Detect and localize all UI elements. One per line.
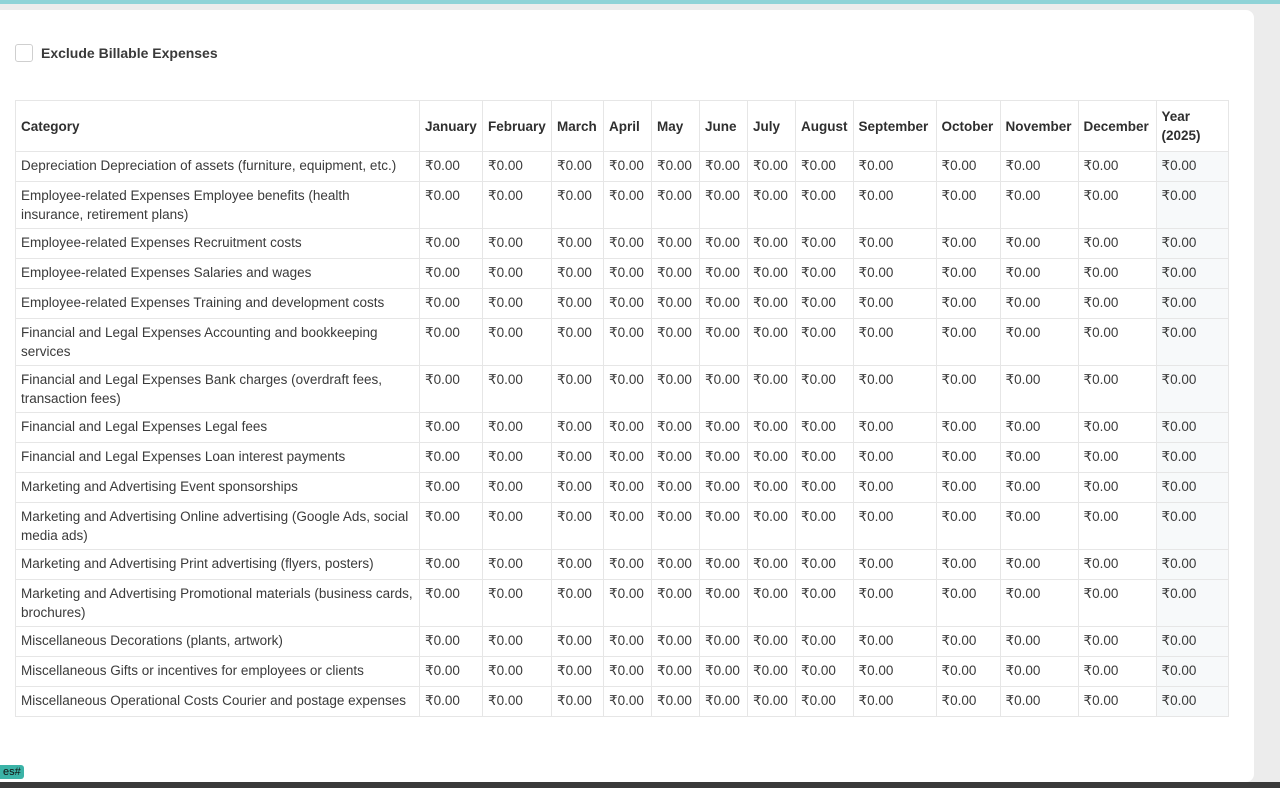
amount-cell: ₹0.00 xyxy=(604,229,652,259)
amount-cell: ₹0.00 xyxy=(552,687,604,717)
amount-cell: ₹0.00 xyxy=(748,289,796,319)
amount-cell: ₹0.00 xyxy=(796,473,854,503)
amount-cell: ₹0.00 xyxy=(604,289,652,319)
amount-cell: ₹0.00 xyxy=(1078,443,1156,473)
side-badge: es# xyxy=(0,765,24,779)
amount-cell: ₹0.00 xyxy=(796,152,854,182)
amount-cell: ₹0.00 xyxy=(1000,627,1078,657)
amount-cell: ₹0.00 xyxy=(552,627,604,657)
amount-cell: ₹0.00 xyxy=(552,229,604,259)
amount-cell: ₹0.00 xyxy=(853,152,936,182)
amount-cell: ₹0.00 xyxy=(853,259,936,289)
amount-cell: ₹0.00 xyxy=(552,289,604,319)
amount-cell: ₹0.00 xyxy=(700,413,748,443)
top-accent-bar xyxy=(0,0,1280,4)
category-cell: Financial and Legal Expenses Legal fees xyxy=(16,413,420,443)
amount-cell: ₹0.00 xyxy=(853,503,936,550)
amount-cell: ₹0.00 xyxy=(604,627,652,657)
amount-cell: ₹0.00 xyxy=(652,229,700,259)
amount-cell: ₹0.00 xyxy=(1078,259,1156,289)
amount-cell: ₹0.00 xyxy=(652,443,700,473)
amount-cell: ₹0.00 xyxy=(420,550,483,580)
amount-cell: ₹0.00 xyxy=(483,657,552,687)
amount-cell: ₹0.00 xyxy=(483,687,552,717)
year-total-cell: ₹0.00 xyxy=(1156,259,1228,289)
amount-cell: ₹0.00 xyxy=(604,657,652,687)
column-header: Year (2025) xyxy=(1156,101,1228,152)
amount-cell: ₹0.00 xyxy=(853,687,936,717)
amount-cell: ₹0.00 xyxy=(700,503,748,550)
amount-cell: ₹0.00 xyxy=(1078,687,1156,717)
amount-cell: ₹0.00 xyxy=(552,259,604,289)
amount-cell: ₹0.00 xyxy=(652,289,700,319)
year-total-cell: ₹0.00 xyxy=(1156,319,1228,366)
amount-cell: ₹0.00 xyxy=(483,182,552,229)
amount-cell: ₹0.00 xyxy=(853,443,936,473)
amount-cell: ₹0.00 xyxy=(796,319,854,366)
amount-cell: ₹0.00 xyxy=(552,443,604,473)
amount-cell: ₹0.00 xyxy=(936,503,1000,550)
amount-cell: ₹0.00 xyxy=(853,657,936,687)
amount-cell: ₹0.00 xyxy=(652,366,700,413)
amount-cell: ₹0.00 xyxy=(420,366,483,413)
year-total-cell: ₹0.00 xyxy=(1156,550,1228,580)
amount-cell: ₹0.00 xyxy=(936,259,1000,289)
category-cell: Marketing and Advertising Print advertising (flyers, posters) xyxy=(16,550,420,580)
amount-cell: ₹0.00 xyxy=(483,580,552,627)
amount-cell: ₹0.00 xyxy=(853,627,936,657)
table-row xyxy=(16,687,1229,717)
amount-cell: ₹0.00 xyxy=(853,550,936,580)
amount-cell: ₹0.00 xyxy=(1078,319,1156,366)
amount-cell: ₹0.00 xyxy=(700,259,748,289)
amount-cell: ₹0.00 xyxy=(853,289,936,319)
amount-cell: ₹0.00 xyxy=(1078,627,1156,657)
amount-cell: ₹0.00 xyxy=(552,580,604,627)
amount-cell: ₹0.00 xyxy=(483,319,552,366)
year-total-cell: ₹0.00 xyxy=(1156,627,1228,657)
column-header: March xyxy=(552,101,604,152)
exclude-billable-label: Exclude Billable Expenses xyxy=(41,45,218,61)
year-total-cell: ₹0.00 xyxy=(1156,366,1228,413)
amount-cell: ₹0.00 xyxy=(652,503,700,550)
amount-cell: ₹0.00 xyxy=(748,152,796,182)
category-cell: Marketing and Advertising Event sponsorships xyxy=(16,473,420,503)
column-header: May xyxy=(652,101,700,152)
category-cell: Financial and Legal Expenses Loan interest payments xyxy=(16,443,420,473)
amount-cell: ₹0.00 xyxy=(1078,657,1156,687)
table-row xyxy=(16,503,1229,550)
category-cell: Depreciation Depreciation of assets (furniture, equipment, etc.) xyxy=(16,152,420,182)
amount-cell: ₹0.00 xyxy=(483,259,552,289)
report-panel xyxy=(0,10,1254,782)
category-cell: Marketing and Advertising Promotional materials (business cards, brochures) xyxy=(16,580,420,627)
amount-cell: ₹0.00 xyxy=(936,443,1000,473)
amount-cell: ₹0.00 xyxy=(420,229,483,259)
amount-cell: ₹0.00 xyxy=(700,152,748,182)
amount-cell: ₹0.00 xyxy=(748,366,796,413)
amount-cell: ₹0.00 xyxy=(420,503,483,550)
table-row xyxy=(16,319,1229,366)
amount-cell: ₹0.00 xyxy=(1078,229,1156,259)
amount-cell: ₹0.00 xyxy=(604,503,652,550)
amount-cell: ₹0.00 xyxy=(796,550,854,580)
table-row xyxy=(16,289,1229,319)
amount-cell: ₹0.00 xyxy=(652,580,700,627)
table-row xyxy=(16,366,1229,413)
column-header: October xyxy=(936,101,1000,152)
amount-cell: ₹0.00 xyxy=(936,319,1000,366)
amount-cell: ₹0.00 xyxy=(652,152,700,182)
table-row xyxy=(16,413,1229,443)
amount-cell: ₹0.00 xyxy=(604,182,652,229)
amount-cell: ₹0.00 xyxy=(936,366,1000,413)
year-total-cell: ₹0.00 xyxy=(1156,413,1228,443)
amount-cell: ₹0.00 xyxy=(936,289,1000,319)
amount-cell: ₹0.00 xyxy=(420,473,483,503)
amount-cell: ₹0.00 xyxy=(652,657,700,687)
table-row xyxy=(16,259,1229,289)
year-total-cell: ₹0.00 xyxy=(1156,229,1228,259)
amount-cell: ₹0.00 xyxy=(700,289,748,319)
amount-cell: ₹0.00 xyxy=(652,627,700,657)
amount-cell: ₹0.00 xyxy=(604,473,652,503)
amount-cell: ₹0.00 xyxy=(853,319,936,366)
amount-cell: ₹0.00 xyxy=(420,259,483,289)
amount-cell: ₹0.00 xyxy=(1078,473,1156,503)
table-header-row xyxy=(16,101,1229,152)
amount-cell: ₹0.00 xyxy=(700,182,748,229)
amount-cell: ₹0.00 xyxy=(936,152,1000,182)
amount-cell: ₹0.00 xyxy=(483,473,552,503)
amount-cell: ₹0.00 xyxy=(700,550,748,580)
amount-cell: ₹0.00 xyxy=(552,550,604,580)
amount-cell: ₹0.00 xyxy=(652,182,700,229)
amount-cell: ₹0.00 xyxy=(1000,182,1078,229)
amount-cell: ₹0.00 xyxy=(1000,366,1078,413)
amount-cell: ₹0.00 xyxy=(936,413,1000,443)
amount-cell: ₹0.00 xyxy=(796,687,854,717)
exclude-billable-filter[interactable] xyxy=(15,44,218,62)
amount-cell: ₹0.00 xyxy=(936,473,1000,503)
amount-cell: ₹0.00 xyxy=(604,152,652,182)
amount-cell: ₹0.00 xyxy=(700,627,748,657)
amount-cell: ₹0.00 xyxy=(853,366,936,413)
amount-cell: ₹0.00 xyxy=(796,413,854,443)
amount-cell: ₹0.00 xyxy=(652,473,700,503)
amount-cell: ₹0.00 xyxy=(552,657,604,687)
amount-cell: ₹0.00 xyxy=(1000,503,1078,550)
amount-cell: ₹0.00 xyxy=(748,443,796,473)
amount-cell: ₹0.00 xyxy=(853,413,936,443)
amount-cell: ₹0.00 xyxy=(700,443,748,473)
amount-cell: ₹0.00 xyxy=(700,687,748,717)
amount-cell: ₹0.00 xyxy=(483,550,552,580)
amount-cell: ₹0.00 xyxy=(700,366,748,413)
amount-cell: ₹0.00 xyxy=(1000,152,1078,182)
amount-cell: ₹0.00 xyxy=(853,580,936,627)
amount-cell: ₹0.00 xyxy=(604,687,652,717)
amount-cell: ₹0.00 xyxy=(1000,259,1078,289)
amount-cell: ₹0.00 xyxy=(420,319,483,366)
amount-cell: ₹0.00 xyxy=(604,413,652,443)
amount-cell: ₹0.00 xyxy=(700,229,748,259)
exclude-billable-checkbox[interactable] xyxy=(15,44,33,62)
amount-cell: ₹0.00 xyxy=(1000,413,1078,443)
year-total-cell: ₹0.00 xyxy=(1156,152,1228,182)
amount-cell: ₹0.00 xyxy=(420,152,483,182)
amount-cell: ₹0.00 xyxy=(604,366,652,413)
amount-cell: ₹0.00 xyxy=(700,319,748,366)
expense-table xyxy=(15,100,1229,717)
amount-cell: ₹0.00 xyxy=(420,580,483,627)
amount-cell: ₹0.00 xyxy=(420,627,483,657)
category-cell: Financial and Legal Expenses Accounting and bookkeeping services xyxy=(16,319,420,366)
amount-cell: ₹0.00 xyxy=(420,289,483,319)
amount-cell: ₹0.00 xyxy=(700,657,748,687)
amount-cell: ₹0.00 xyxy=(604,443,652,473)
amount-cell: ₹0.00 xyxy=(748,550,796,580)
amount-cell: ₹0.00 xyxy=(1078,503,1156,550)
amount-cell: ₹0.00 xyxy=(1078,152,1156,182)
category-cell: Employee-related Expenses Employee benefits (health insurance, retirement plans) xyxy=(16,182,420,229)
amount-cell: ₹0.00 xyxy=(604,319,652,366)
column-header: February xyxy=(483,101,552,152)
amount-cell: ₹0.00 xyxy=(483,443,552,473)
amount-cell: ₹0.00 xyxy=(1078,366,1156,413)
amount-cell: ₹0.00 xyxy=(420,413,483,443)
amount-cell: ₹0.00 xyxy=(1000,657,1078,687)
year-total-cell: ₹0.00 xyxy=(1156,503,1228,550)
amount-cell: ₹0.00 xyxy=(936,657,1000,687)
amount-cell: ₹0.00 xyxy=(748,259,796,289)
amount-cell: ₹0.00 xyxy=(652,413,700,443)
amount-cell: ₹0.00 xyxy=(483,627,552,657)
column-header: January xyxy=(420,101,483,152)
amount-cell: ₹0.00 xyxy=(652,319,700,366)
amount-cell: ₹0.00 xyxy=(936,550,1000,580)
amount-cell: ₹0.00 xyxy=(483,503,552,550)
column-header: August xyxy=(796,101,854,152)
amount-cell: ₹0.00 xyxy=(483,152,552,182)
amount-cell: ₹0.00 xyxy=(1000,229,1078,259)
amount-cell: ₹0.00 xyxy=(1078,550,1156,580)
year-total-cell: ₹0.00 xyxy=(1156,443,1228,473)
amount-cell: ₹0.00 xyxy=(796,627,854,657)
amount-cell: ₹0.00 xyxy=(796,259,854,289)
amount-cell: ₹0.00 xyxy=(1078,413,1156,443)
amount-cell: ₹0.00 xyxy=(700,473,748,503)
amount-cell: ₹0.00 xyxy=(748,473,796,503)
column-header: December xyxy=(1078,101,1156,152)
amount-cell: ₹0.00 xyxy=(652,550,700,580)
amount-cell: ₹0.00 xyxy=(1078,580,1156,627)
amount-cell: ₹0.00 xyxy=(936,580,1000,627)
amount-cell: ₹0.00 xyxy=(483,413,552,443)
year-total-cell: ₹0.00 xyxy=(1156,580,1228,627)
amount-cell: ₹0.00 xyxy=(483,366,552,413)
table-row xyxy=(16,473,1229,503)
amount-cell: ₹0.00 xyxy=(1000,580,1078,627)
table-row xyxy=(16,550,1229,580)
amount-cell: ₹0.00 xyxy=(1000,443,1078,473)
amount-cell: ₹0.00 xyxy=(420,182,483,229)
amount-cell: ₹0.00 xyxy=(796,580,854,627)
amount-cell: ₹0.00 xyxy=(1000,289,1078,319)
column-header: September xyxy=(853,101,936,152)
amount-cell: ₹0.00 xyxy=(1000,319,1078,366)
table-row xyxy=(16,443,1229,473)
column-header: June xyxy=(700,101,748,152)
amount-cell: ₹0.00 xyxy=(853,229,936,259)
amount-cell: ₹0.00 xyxy=(552,182,604,229)
amount-cell: ₹0.00 xyxy=(552,473,604,503)
column-header: April xyxy=(604,101,652,152)
column-header: November xyxy=(1000,101,1078,152)
year-total-cell: ₹0.00 xyxy=(1156,657,1228,687)
amount-cell: ₹0.00 xyxy=(483,289,552,319)
amount-cell: ₹0.00 xyxy=(420,443,483,473)
amount-cell: ₹0.00 xyxy=(796,503,854,550)
amount-cell: ₹0.00 xyxy=(796,657,854,687)
amount-cell: ₹0.00 xyxy=(936,229,1000,259)
amount-cell: ₹0.00 xyxy=(796,229,854,259)
amount-cell: ₹0.00 xyxy=(748,580,796,627)
amount-cell: ₹0.00 xyxy=(552,503,604,550)
table-row xyxy=(16,152,1229,182)
amount-cell: ₹0.00 xyxy=(748,229,796,259)
amount-cell: ₹0.00 xyxy=(604,580,652,627)
amount-cell: ₹0.00 xyxy=(483,229,552,259)
category-cell: Miscellaneous Decorations (plants, artwork) xyxy=(16,627,420,657)
category-cell: Financial and Legal Expenses Bank charges (overdraft fees, transaction fees) xyxy=(16,366,420,413)
column-header: July xyxy=(748,101,796,152)
amount-cell: ₹0.00 xyxy=(936,627,1000,657)
amount-cell: ₹0.00 xyxy=(748,182,796,229)
amount-cell: ₹0.00 xyxy=(652,687,700,717)
taskbar-strip xyxy=(0,782,1280,788)
amount-cell: ₹0.00 xyxy=(748,627,796,657)
table-row xyxy=(16,182,1229,229)
amount-cell: ₹0.00 xyxy=(652,259,700,289)
amount-cell: ₹0.00 xyxy=(552,152,604,182)
amount-cell: ₹0.00 xyxy=(420,687,483,717)
amount-cell: ₹0.00 xyxy=(796,443,854,473)
category-cell: Marketing and Advertising Online advertising (Google Ads, social media ads) xyxy=(16,503,420,550)
amount-cell: ₹0.00 xyxy=(604,259,652,289)
table-row xyxy=(16,627,1229,657)
amount-cell: ₹0.00 xyxy=(1078,182,1156,229)
amount-cell: ₹0.00 xyxy=(796,182,854,229)
amount-cell: ₹0.00 xyxy=(796,366,854,413)
category-cell: Employee-related Expenses Salaries and wages xyxy=(16,259,420,289)
amount-cell: ₹0.00 xyxy=(748,319,796,366)
amount-cell: ₹0.00 xyxy=(936,687,1000,717)
amount-cell: ₹0.00 xyxy=(700,580,748,627)
year-total-cell: ₹0.00 xyxy=(1156,182,1228,229)
category-cell: Miscellaneous Gifts or incentives for employees or clients xyxy=(16,657,420,687)
amount-cell: ₹0.00 xyxy=(748,687,796,717)
amount-cell: ₹0.00 xyxy=(1000,473,1078,503)
category-cell: Employee-related Expenses Recruitment costs xyxy=(16,229,420,259)
amount-cell: ₹0.00 xyxy=(1078,289,1156,319)
amount-cell: ₹0.00 xyxy=(552,319,604,366)
year-total-cell: ₹0.00 xyxy=(1156,289,1228,319)
amount-cell: ₹0.00 xyxy=(748,503,796,550)
year-total-cell: ₹0.00 xyxy=(1156,473,1228,503)
amount-cell: ₹0.00 xyxy=(796,289,854,319)
amount-cell: ₹0.00 xyxy=(552,366,604,413)
year-total-cell: ₹0.00 xyxy=(1156,687,1228,717)
amount-cell: ₹0.00 xyxy=(936,182,1000,229)
category-cell: Employee-related Expenses Training and development costs xyxy=(16,289,420,319)
column-header-category: Category xyxy=(16,101,420,152)
amount-cell: ₹0.00 xyxy=(1000,687,1078,717)
amount-cell: ₹0.00 xyxy=(420,657,483,687)
table-row xyxy=(16,580,1229,627)
category-cell: Miscellaneous Operational Costs Courier and postage expenses xyxy=(16,687,420,717)
amount-cell: ₹0.00 xyxy=(1000,550,1078,580)
amount-cell: ₹0.00 xyxy=(853,182,936,229)
table-row xyxy=(16,229,1229,259)
amount-cell: ₹0.00 xyxy=(552,413,604,443)
table-row xyxy=(16,657,1229,687)
amount-cell: ₹0.00 xyxy=(748,657,796,687)
amount-cell: ₹0.00 xyxy=(853,473,936,503)
amount-cell: ₹0.00 xyxy=(748,413,796,443)
amount-cell: ₹0.00 xyxy=(604,550,652,580)
